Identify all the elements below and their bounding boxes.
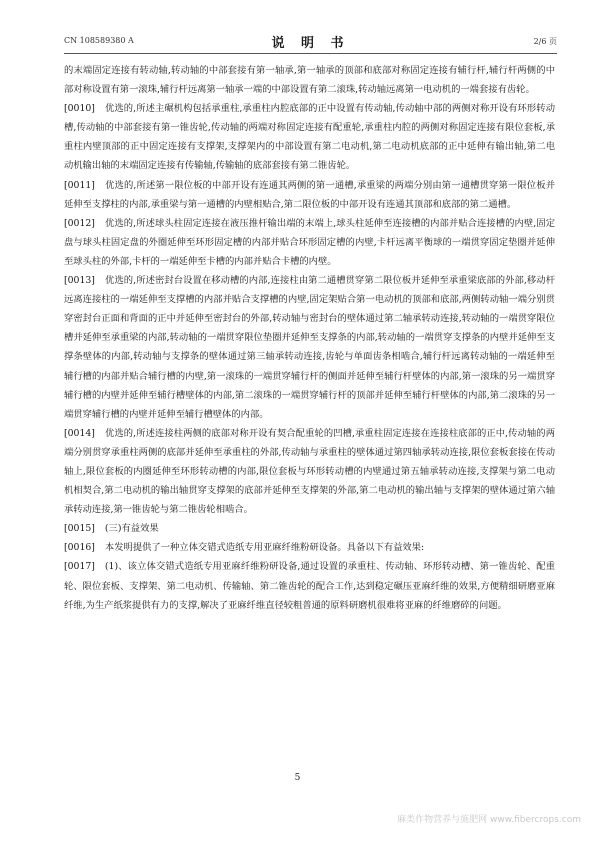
page-of-total: 2/6 页 [533,37,557,46]
section-heading: (三)有益效果 [104,523,159,535]
paragraph-number: [0013] [64,275,95,287]
page-header [64,32,557,52]
paragraph-text: 优选的,所述密封台设置在移动槽的内部,连接柱由第二通槽贯穿第二限位板并延伸至承重梁底部的外部,移动杆远离连接柱的一端延伸至支撑槽的内部并贴合支撑槽的内壁,固定架贴合第一电动机的顶部和底部,两侧转动轴一端分别贯穿密封台正面和背面的正中并延伸至密封台的外部,转动轴与密封台的壁体通过第二轴承转动连接,转动轴的一端贯穿限位槽并延伸至承重梁的内部,转动轴的一端贯穿限位垫圈并延伸至支撑条的内部,转动轴的一端贯穿支撑条的内壁并延伸至支撑条壁体的内部,转动轴与支撑条的壁体通过第三轴承转动连接,齿轮与单面齿条相啮合,辅行杆远离转动轴的一端延伸至辅行槽的内部并贴合辅行槽的内壁,第一滚珠的一端贯穿辅行杆的侧面并延伸至辅行杆壁体的内部,第一滚珠的另一端贯穿辅行槽的内壁并延伸至辅行槽壁体的内部,第二滚珠的一端贯穿辅行杆的顶部并延伸至辅行杆壁体的内部,第二滚珠的另一端贯穿辅行槽的内壁并延伸至辅行槽壁体的内部。 [64,275,555,420]
paragraph-0013 [64,271,555,424]
paragraph-0012 [64,214,555,271]
paragraph-number: [0015] [64,523,95,535]
paragraph-0010 [64,99,555,175]
paragraph-number: [0010] [64,103,95,115]
paragraph-0014 [64,424,555,519]
page-number: 5 [294,773,301,783]
document-body [64,61,555,615]
paragraph-number: [0016] [64,542,95,554]
document-title: 说 明 书 [271,36,350,51]
paragraph-continued [64,61,555,99]
paragraph-text: 优选的,所述主碾机构包括承重柱,承重柱内腔底部的正中设置有传动轴,传动轴中部的两侧对称开设有环形转动槽,传动轴的中部套接有第一锥齿轮,传动轴的两端对称固定连接有配重轮,承重柱内腔的两侧对称固定连接有限位套板,承重柱内壁顶部的正中固定连接有支撑架,支撑架内的中部设置有第二电动机,第二电动机底部的正中延伸有输出轴,第二电动机输出轴的末端固定连接有传输轴,传输轴的底部套接有第二锥齿轮。 [64,103,555,172]
header-rule [64,53,557,54]
paragraph-text: 本发明提供了一种立体交错式造纸专用亚麻纤维粉研设备。具备以下有益效果: [104,542,425,554]
site-watermark: 麻类作物营养与施肥网 www.fibercrops.com [397,815,581,825]
paragraph-0016 [64,538,555,557]
paragraph-text: 优选的,所述第一限位板的中部开设有连通其两侧的第一通槽,承重梁的两端分别由第一通槽贯穿第一限位板并延伸至支撑柱的内部,承重梁与第一通槽的内壁相贴合,第二限位板的中部开设有连通其顶部和底部的第二通槽。 [64,179,555,210]
paragraph-text: 优选的,所述球头柱固定连接在液压推杆输出端的末端上,球头柱延伸至连接槽的内部并贴合连接槽的内壁,固定盘与球头柱固定盘的外圈延伸至环形固定槽的内部并贴合环形固定槽的内壁,卡杆远离平衡球的一端贯穿固定垫圈并延伸至球头柱的外部,卡杆的一端延伸至卡槽的内部并贴合卡槽的内壁。 [64,217,555,267]
paragraph-0011 [64,176,555,214]
paragraph-text: (1)、该立体交错式造纸专用亚麻纤维粉研设备,通过设置的承重柱、传动轴、环形转动槽、第一锥齿轮、配重轮、限位套板、支撑架、第二电动机、传输轴、第二锥齿轮的配合工作,达到稳定碾压亚麻纤维的效果,方便精细研磨亚麻纤维,为生产纸浆提供有力的支撑,解决了亚麻纤维直径较粗普通的原料研磨机很难将亚麻的纤维磨碎的问题。 [64,561,555,611]
paragraph-number: [0017] [64,561,95,573]
paragraph-0017 [64,557,555,614]
paragraph-0015 [64,519,555,538]
paragraph-number: [0011] [64,179,95,191]
paragraph-number: [0014] [64,427,95,439]
paragraph-text: 的末端固定连接有转动轴,转动轴的中部套接有第一轴承,第一轴承的顶部和底部对称固定连接有辅行杆,辅行杆两侧的中部对称设置有第一滚珠,辅行杆远离第一轴承一端的中部设置有第二滚珠,转动轴远离第一电动机的一端套接有齿轮。 [64,65,555,96]
document-number: CN 108589380 A [64,36,134,45]
paragraph-text: 优选的,所述连接柱两侧的底部对称开设有契合配重轮的凹槽,承重柱固定连接在连接柱底部的正中,传动轴的两端分别贯穿承重柱两侧的底部并延伸至承重柱的外部,传动轴与承重柱的壁体通过第四轴承转动连接,限位套板套接在传动轴上,限位套板的内圈延伸至环形转动槽的内部,限位套板与环形转动槽的内壁通过第五轴承转动连接,支撑架与第二电动机相契合,第二电动机的输出轴贯穿支撑架的底部并延伸至支撑架的外部,第二电动机的输出轴与支撑架的壁体通过第六轴承转动连接,第一锥齿轮与第二锥齿轮相啮合。 [64,427,555,516]
paragraph-number: [0012] [64,217,95,229]
